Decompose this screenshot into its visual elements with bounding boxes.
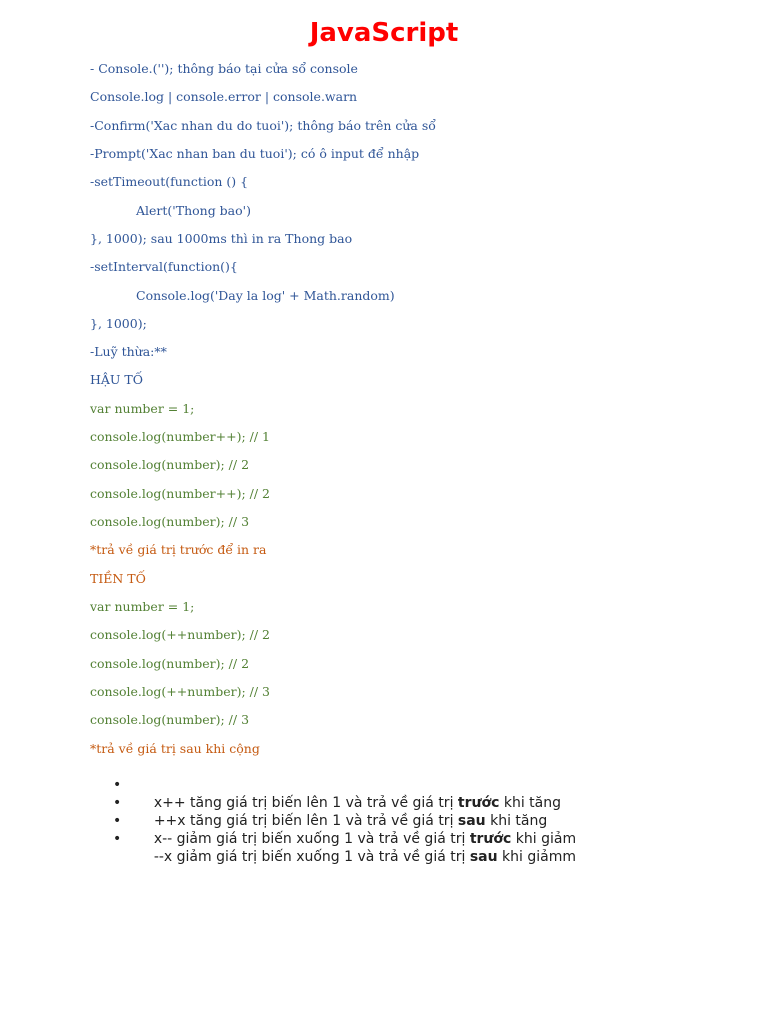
page-title: JavaScript [309, 18, 459, 48]
confirm-line: -Confirm('Xac nhan du do tuoi'); thông báo trên cửa sổ [90, 118, 436, 133]
list-item-emphasis: trước [469, 831, 512, 847]
console-note-line: - Console.(''); thông báo tại cửa sổ console [90, 61, 358, 76]
list-item-text-end: khi tăng [499, 795, 561, 811]
settimeout-close-line: }, 1000); sau 1000ms thì in ra Thong bao [90, 231, 353, 246]
postfix-note: *trả về giá trị trước để in ra [90, 542, 267, 557]
prefix-heading: TIỀN TỐ [90, 571, 146, 586]
list-item-text: ++x tăng giá trị biến lên 1 và trả về giá trị [153, 813, 458, 829]
list-item-emphasis: sau [469, 849, 498, 865]
bullet-icon: • [113, 813, 122, 829]
prefix-code-line: console.log(++number); // 2 [90, 627, 270, 642]
postfix-code-line: var number = 1; [90, 401, 195, 416]
list-item [0, 776, 576, 811]
list-item [0, 794, 576, 829]
list-item-text: --x giảm giá trị biến xuống 1 và trả về giá trị [153, 849, 470, 865]
prefix-code-line: console.log(number); // 3 [90, 712, 250, 727]
prefix-code-line: console.log(++number); // 3 [90, 684, 270, 699]
alert-line: Alert('Thong bao') [136, 203, 251, 218]
postfix-code-line: console.log(number++); // 1 [90, 429, 270, 444]
console-methods-line: Console.log | console.error | console.warn [90, 89, 358, 104]
list-item-text: x++ tăng giá trị biến lên 1 và trả về giá trị [153, 795, 458, 811]
exponent-line: -Luỹ thừa:** [90, 344, 167, 359]
list-item-emphasis: trước [457, 795, 500, 811]
list-item-text: x-- giảm giá trị biến xuống 1 và trả về giá trị [153, 831, 470, 847]
list-item-text-end: khi giảm [511, 831, 577, 847]
prefix-note: *trả về giá trị sau khi cộng [90, 741, 260, 756]
prompt-line: -Prompt('Xac nhan ban du tuoi'); có ô input để nhập [90, 146, 420, 161]
postfix-code-line: console.log(number); // 3 [90, 514, 250, 529]
list-item-text-end: khi tăng [485, 813, 548, 829]
list-item [0, 812, 577, 847]
console-log-random-line: Console.log('Day la log' + Math.random) [136, 288, 395, 303]
list-item [0, 830, 576, 865]
list-item-emphasis: sau [457, 813, 486, 829]
settimeout-line: -setTimeout(function () { [90, 174, 249, 189]
prefix-code-line: var number = 1; [90, 599, 195, 614]
bullet-icon: • [113, 777, 122, 793]
prefix-code-line: console.log(number); // 2 [90, 656, 250, 671]
increment-summary-list [0, 776, 577, 865]
setinterval-line: -setInterval(function(){ [90, 259, 238, 274]
list-item-text-end: khi giảmm [497, 849, 576, 865]
postfix-code-line: console.log(number++); // 2 [90, 486, 270, 501]
postfix-heading: HẬU TỐ [90, 372, 144, 387]
bullet-icon: • [113, 831, 122, 847]
postfix-code-line: console.log(number); // 2 [90, 457, 250, 472]
setinterval-close-line: }, 1000); [90, 316, 147, 331]
bullet-icon: • [113, 795, 122, 811]
